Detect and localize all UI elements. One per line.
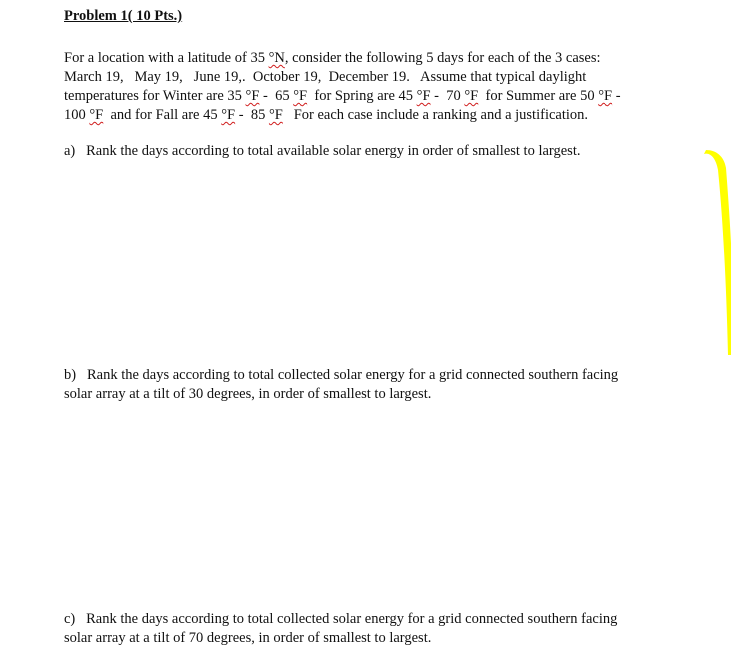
intro-line-2: March 19, May 19, June 19,. October 19, December 19. Assume that typical daylight <box>64 69 587 85</box>
yellow-highlighter-stroke <box>700 150 731 360</box>
problem-title: Problem 1( 10 Pts.) <box>64 8 183 24</box>
unit-fahrenheit: °F <box>221 107 236 123</box>
question-c-line-1: c) Rank the days according to total collected solar energy for a grid connected southern facing <box>64 611 618 627</box>
unit-degrees-north: °N <box>268 50 285 66</box>
question-c <box>64 610 714 648</box>
highlighter-mark <box>704 150 731 355</box>
unit-fahrenheit: °F <box>464 88 479 104</box>
question-b-line-2: solar array at a tilt of 30 degrees, in order of smallest to largest. <box>64 386 432 402</box>
question-c-label: c) <box>64 611 76 627</box>
intro-line-4: 100 °F and for Fall are 45 °F - 85 °F For each case include a ranking and a justification. <box>64 107 589 123</box>
unit-fahrenheit: °F <box>293 88 308 104</box>
problem-intro <box>64 49 714 125</box>
question-b-label: b) <box>64 367 77 383</box>
unit-fahrenheit: °F <box>268 107 283 123</box>
question-b <box>64 366 714 404</box>
unit-fahrenheit: °F <box>416 88 431 104</box>
intro-line-1: For a location with a latitude of 35 °N, consider the following 5 days for each of the 3 cases: <box>64 50 601 66</box>
question-a-label: a) <box>64 143 76 159</box>
intro-line-3: temperatures for Winter are 35 °F - 65 °F for Spring are 45 °F - 70 °F for Summer are 50 °F - <box>64 88 621 104</box>
unit-fahrenheit: °F <box>598 88 613 104</box>
question-c-line-2: solar array at a tilt of 70 degrees, in order of smallest to largest. <box>64 630 432 646</box>
unit-fahrenheit: °F <box>89 107 104 123</box>
question-b-line-1: b) Rank the days according to total collected solar energy for a grid connected southern facing <box>64 367 619 383</box>
question-a-text: a) Rank the days according to total available solar energy in order of smallest to largest. <box>64 143 581 159</box>
question-a <box>64 142 714 161</box>
unit-fahrenheit: °F <box>245 88 260 104</box>
